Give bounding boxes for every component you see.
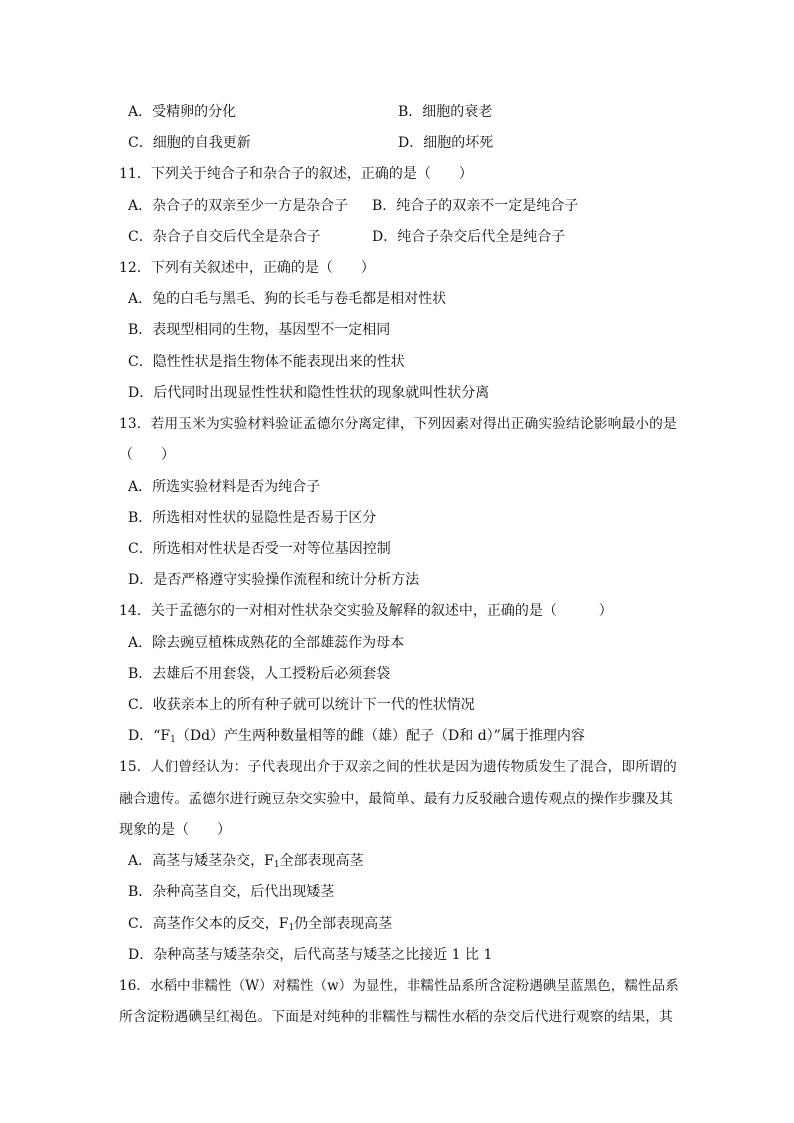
q12-option-c: C．隐性性状是指生物体不能表现出来的性状 <box>128 354 405 370</box>
q12-option-d: D．后代同时出现显性性状和隐性性状的现象就叫性状分离 <box>128 385 490 401</box>
q13-option-d: D．是否严格遵守实验操作流程和统计分析方法 <box>128 572 420 588</box>
q14-option-d-sub: 1 <box>170 735 176 745</box>
q13-option-a: A．所选实验材料是否为纯合子 <box>128 479 321 495</box>
q11-option-d: D．纯合子杂交后代全是纯合子 <box>372 229 566 245</box>
q15-option-c <box>128 914 392 934</box>
q15-option-a-pre: A．高茎与矮茎杂交，F <box>128 853 274 869</box>
q15-option-c-pre: C．高茎作父本的反交，F <box>128 916 289 932</box>
q11-stem: 11．下列关于纯合子和杂合子的叙述，正确的是（ ） <box>119 166 473 182</box>
q12-option-b: B．表现型相同的生物，基因型不一定相同 <box>128 322 391 338</box>
q13-option-b: B．所选相对性状的显隐性是否易于区分 <box>128 510 377 526</box>
q11-option-a: A．杂合子的双亲至少一方是杂合子 <box>128 198 349 214</box>
q16-stem-line2: 所含淀粉遇碘呈红褐色。下面是对纯种的非糯性与糯性水稻的杂交后代进行观察的结果，其 <box>119 1009 674 1025</box>
q10-option-c: C．细胞的自我更新 <box>128 135 251 151</box>
q12-stem: 12．下列有关叙述中，正确的是（ ） <box>119 260 375 276</box>
q15-option-a-sub: 1 <box>273 860 280 870</box>
q15-stem-line2: 融合遗传。孟德尔进行豌豆杂交实验中，最简单、最有力反驳融合遗传观点的操作步骤及其 <box>119 791 674 807</box>
q14-option-a: A．除去豌豆植株成熟花的全部雄蕊作为母本 <box>128 635 405 651</box>
q10-option-d: D．细胞的坏死 <box>398 135 494 151</box>
q11-option-b: B．纯合子的双亲不一定是纯合子 <box>372 198 579 214</box>
q12-option-a: A．兔的白毛与黑毛、狗的长毛与卷毛都是相对性状 <box>128 291 447 307</box>
q15-option-a <box>128 851 364 871</box>
q15-stem-line1: 15．人们曾经认为：子代表现出介于双亲之间的性状是因为遗传物质发生了混合，即所谓的 <box>119 759 677 775</box>
q13-stem: 13．若用玉米为实验材料验证孟德尔分离定律，下列因素对得出正确实验结论影响最小的是 <box>119 416 677 432</box>
q13-stem-bracket: （ ） <box>119 447 175 463</box>
q14-option-d-pre: D．“F <box>128 728 171 744</box>
q15-stem-line3: 现象的是（ ） <box>119 822 231 838</box>
q13-option-c: C．所选相对性状是否受一对等位基因控制 <box>128 541 391 557</box>
q10-option-a: A．受精卵的分化 <box>128 104 237 120</box>
q15-option-a-post: 全部表现高茎 <box>279 853 364 869</box>
q16-stem-line1: 16．水稻中非糯性（W）对糯性（w）为显性，非糯性品系所含淀粉遇碘呈蓝黑色，糯性品系 <box>119 978 679 994</box>
q15-option-c-sub: 1 <box>288 923 295 933</box>
q11-option-c: C．杂合子自交后代全是杂合子 <box>128 229 321 245</box>
q10-option-b: B．细胞的衰老 <box>398 104 493 120</box>
q15-option-b: B．杂种高茎自交，后代出现矮茎 <box>128 884 335 900</box>
q14-option-d-post: （Dd）产生两种数量相等的雌（雄）配子（D和 d）”属于推理内容 <box>175 728 585 744</box>
q15-option-c-post: 仍全部表现高茎 <box>294 916 393 932</box>
q14-stem: 14．关于孟德尔的一对相对性状杂交实验及解释的叙述中，正确的是（ ） <box>119 603 613 619</box>
q14-option-b: B．去雄后不用套袋，人工授粉后必须套袋 <box>128 666 391 682</box>
q14-option-c: C．收获亲本上的所有种子就可以统计下一代的性状情况 <box>128 697 475 713</box>
q15-option-d: D．杂种高茎与矮茎杂交，后代高茎与矮茎之比接近 1 比 1 <box>128 947 493 963</box>
q14-option-d <box>128 726 585 746</box>
